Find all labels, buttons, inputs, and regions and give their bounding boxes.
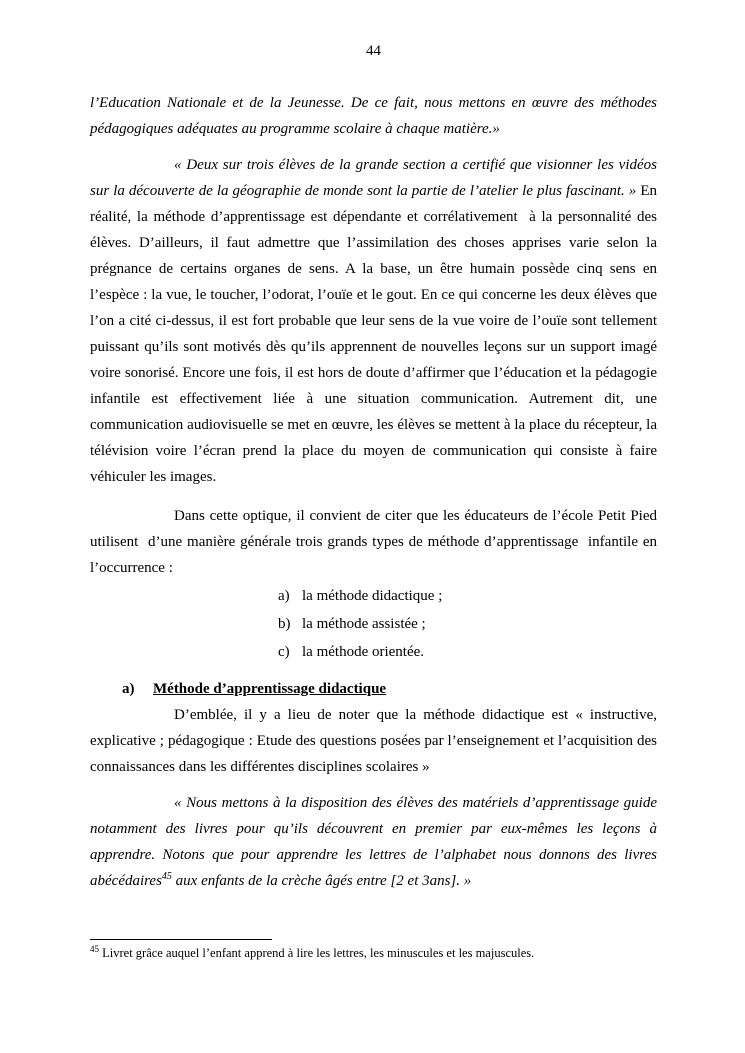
list-marker: b) bbox=[278, 616, 291, 632]
method-list bbox=[90, 582, 657, 666]
analysis-text: En réalité, la méthode d’apprentissage est dépendante et corrélativement à la personnalité des élèves. D’ailleurs, il faut admettre que l’assimilation des choses apprises varie selon la prégnance de certains organes de sens. A la base, un être humain possède cinq sens en l’espèce : la vue, le toucher, l’odorat, l’ouïe et le gout. En ce qui concerne les deux élèves que l’on a cité ci-dessus, il est fort probable que leur sens de la vue voire de l’ouïe sont tellement puissant qu’ils sont motivés dès qu’ils apprennent de nouvelles leçons sur un support imagé voire sonorisé. Encore une fois, il est hors de doute d’affirmer que l’éducation et la pédagogie infantile est effectivement liée à une situation communication. Autrement dit, une communication audiovisuelle se met en œuvre, les élèves se mettent à la place du récepteur, la télévision voire l’écran prend la place du moyen de communication qui consiste à faire véhiculer les images. bbox=[90, 183, 661, 485]
list-item bbox=[278, 582, 657, 610]
paragraph-educator-quote bbox=[90, 790, 661, 894]
list-marker: c) bbox=[278, 644, 290, 660]
paragraph-continuation-text: l’Education Nationale et de la Jeunesse. De ce fait, nous mettons en œuvre des méthodes pédagogiques adéquates au programme scolaire à chaque matière.» bbox=[90, 95, 661, 137]
list-item-text: la méthode orientée. bbox=[302, 644, 425, 660]
footnote-reference: 45 bbox=[161, 871, 172, 882]
paragraph-continuation bbox=[90, 90, 661, 142]
footnote-text: Livret grâce auquel l’enfant apprend à lire les lettres, les minuscules et les majuscules. bbox=[102, 946, 535, 960]
student-quote-text: « Deux sur trois élèves de la grande section a certifié que visionner les vidéos sur la découverte de la géographie de monde sont la partie de l’atelier le plus fascinant. » bbox=[90, 157, 661, 199]
paragraph-didactic-definition bbox=[90, 702, 661, 780]
section-heading bbox=[90, 676, 657, 702]
paragraph-intro-methods bbox=[90, 503, 661, 581]
list-marker: a) bbox=[278, 588, 290, 604]
page-number: 44 bbox=[366, 43, 381, 59]
paragraph-intro-methods-text: Dans cette optique, il convient de citer que les éducateurs de l’école Petit Pied utilisent d’une manière générale trois grands types de méthode d’apprentissage infantile en l’occurrence : bbox=[90, 508, 661, 576]
paragraph-quote-and-analysis bbox=[90, 152, 661, 490]
list-item-text: la méthode didactique ; bbox=[302, 588, 443, 604]
footnote-marker: 45 bbox=[90, 943, 99, 954]
educator-quote-text: « Nous mettons à la disposition des élèves des matériels d’apprentissage guide notamment des livres pour qu’ils découvrent en premier par eux-mêmes les leçons à apprendre. Notons que pour apprendre les lettres de l’alphabet nous donnons des livres abécédaires bbox=[90, 795, 661, 889]
educator-quote-text-end: aux enfants de la crèche âgés entre [2 et 3ans]. » bbox=[171, 873, 472, 889]
paragraph-didactic-definition-text: D’emblée, il y a lieu de noter que la méthode didactique est « instructive, explicative ; pédagogique : Etude des questions posées par l’enseignement et l’acquisition des connaissances dans les différentes disciplines scolaires » bbox=[90, 707, 661, 775]
footnote-area bbox=[90, 939, 657, 961]
list-item bbox=[278, 610, 657, 638]
heading-text: Méthode d’apprentissage didactique bbox=[153, 681, 387, 697]
footnote-separator bbox=[90, 939, 272, 940]
list-item-text: la méthode assistée ; bbox=[302, 616, 426, 632]
footnote bbox=[90, 945, 657, 961]
heading-marker: a) bbox=[122, 681, 135, 697]
list-item bbox=[278, 638, 657, 666]
